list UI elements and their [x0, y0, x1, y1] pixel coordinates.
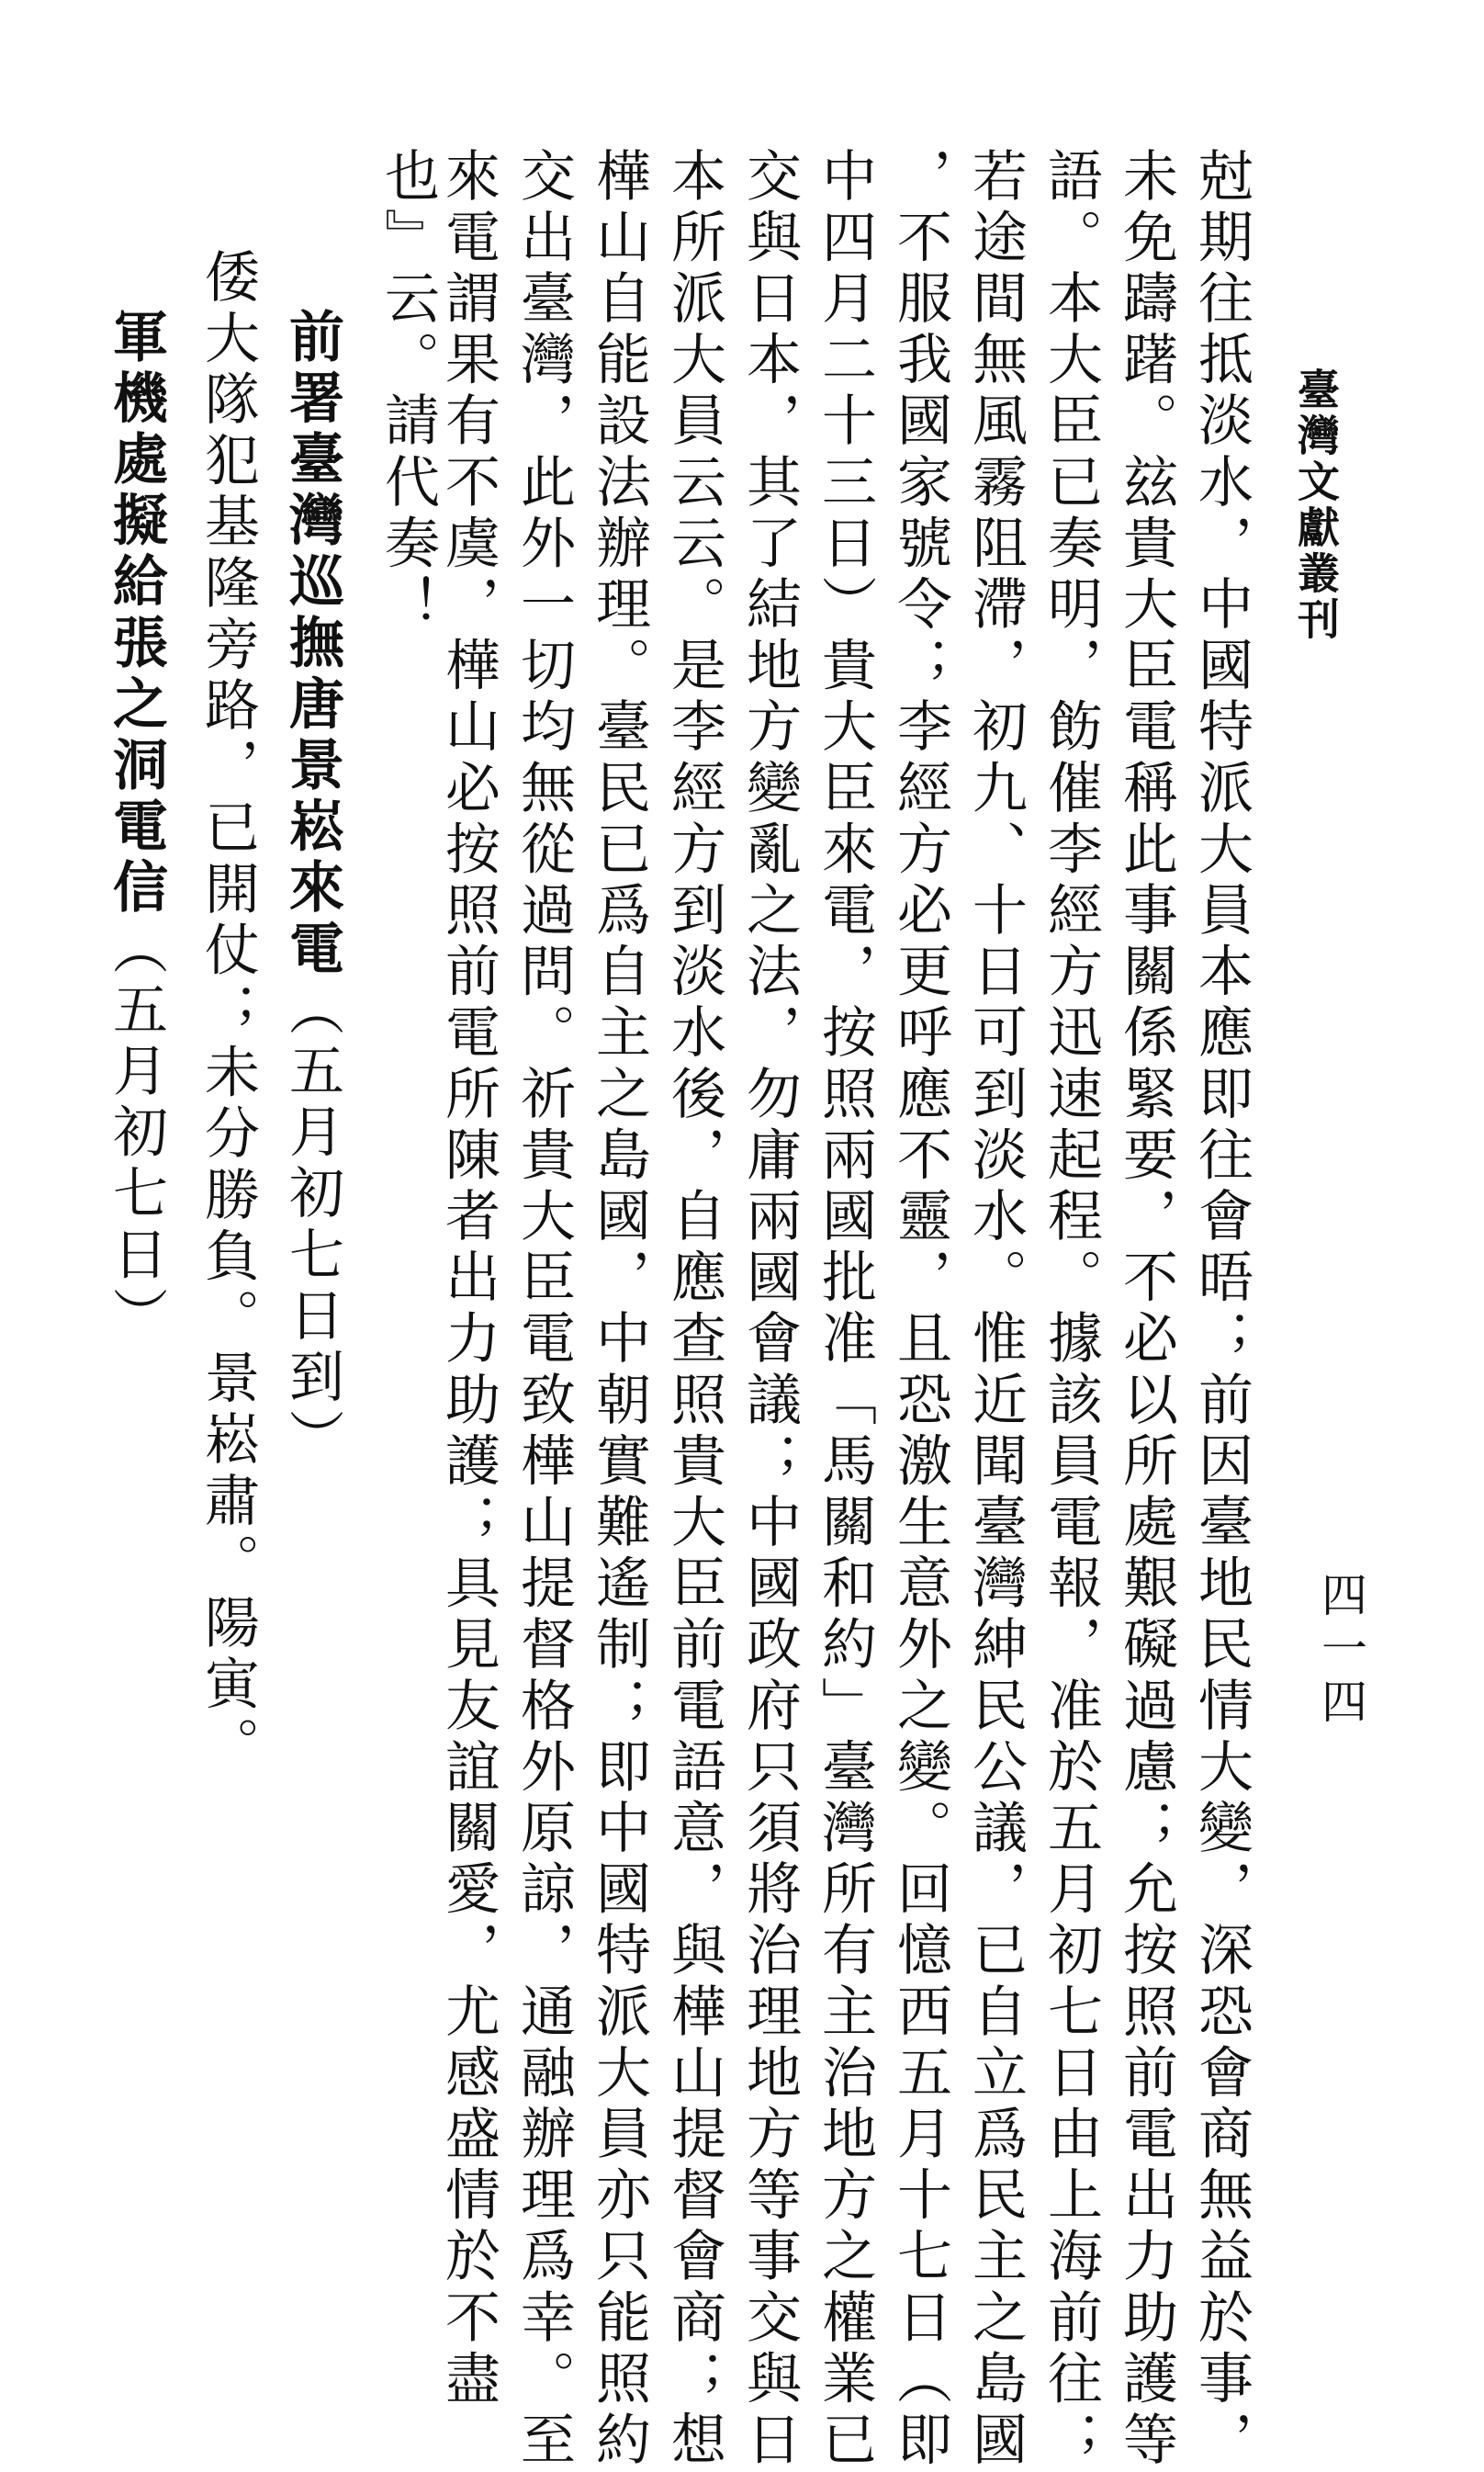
body-line: ，不服我國家號令；李經方必更呼應不靈，且恐激生意外之變。回憶西五月十七日（即: [888, 147, 952, 2472]
section-date-note: （五月初七日到）: [280, 980, 344, 1471]
body-line: 語。本大臣已奏明，飭催李經方迅速起程。據該員電報，准於五月初七日由上海前往；: [1039, 147, 1103, 2472]
section-text: 倭大隊犯基隆旁路，已開仗；未分勝負。景崧肅。陽寅。: [196, 248, 260, 1778]
body-line: 交與日本，其了結地方變亂之法，勿庸兩國會議；中國政府只須將治理地方等事交與日: [737, 147, 802, 2472]
body-line: 未免躊躇。玆貴大臣電稱此事關係緊要，不必以所處艱礙過慮；允按照前電出力助護等: [1114, 147, 1178, 2472]
body-line: 若途間無風霧阻滯，初九、十日可到淡水。惟近聞臺灣紳民公議，已自立爲民主之島國: [963, 147, 1028, 2472]
page-number: 四一四: [1314, 1571, 1367, 1731]
body-line: 樺山自能設法辦理。臺民已爲自主之島國，中朝實難遙制；即中國特派大員亦只能照約: [587, 147, 651, 2472]
section-date-note: （五月初七日）: [104, 920, 168, 1349]
running-header-title: 臺灣文獻叢刊: [1291, 367, 1341, 643]
section-heading-text: 前署臺灣巡撫唐景崧來電: [280, 308, 344, 981]
body-line: 尅期往抵淡水，中國特派大員本應即往會晤；前因臺地民情大變，深恐會商無益於事，: [1189, 147, 1254, 2472]
body-line: 也』云。請代奏！: [376, 147, 440, 637]
body-line: 本所派大員云云。是李經方到淡水後，自應查照貴大臣前電語意，與樺山提督會商；想: [662, 147, 726, 2472]
body-line: 來電謂果有不虞，樺山必按照前電所陳者出力助護；具見友誼關愛，尤感盛情於不盡: [436, 147, 500, 2411]
section-heading-telegram: [280, 308, 344, 1471]
body-line: 中四月二十三日）貴大臣來電，按照兩國批准「馬關和約」臺灣所有主治地方之權業已: [813, 147, 877, 2472]
section-heading-text: 軍機處擬給張之洞電信: [104, 308, 168, 920]
section-heading-telegram: [104, 308, 168, 1349]
body-line: 交出臺灣，此外一切均無從過問。祈貴大臣電致樺山提督格外原諒，通融辦理爲幸。至: [512, 147, 576, 2472]
